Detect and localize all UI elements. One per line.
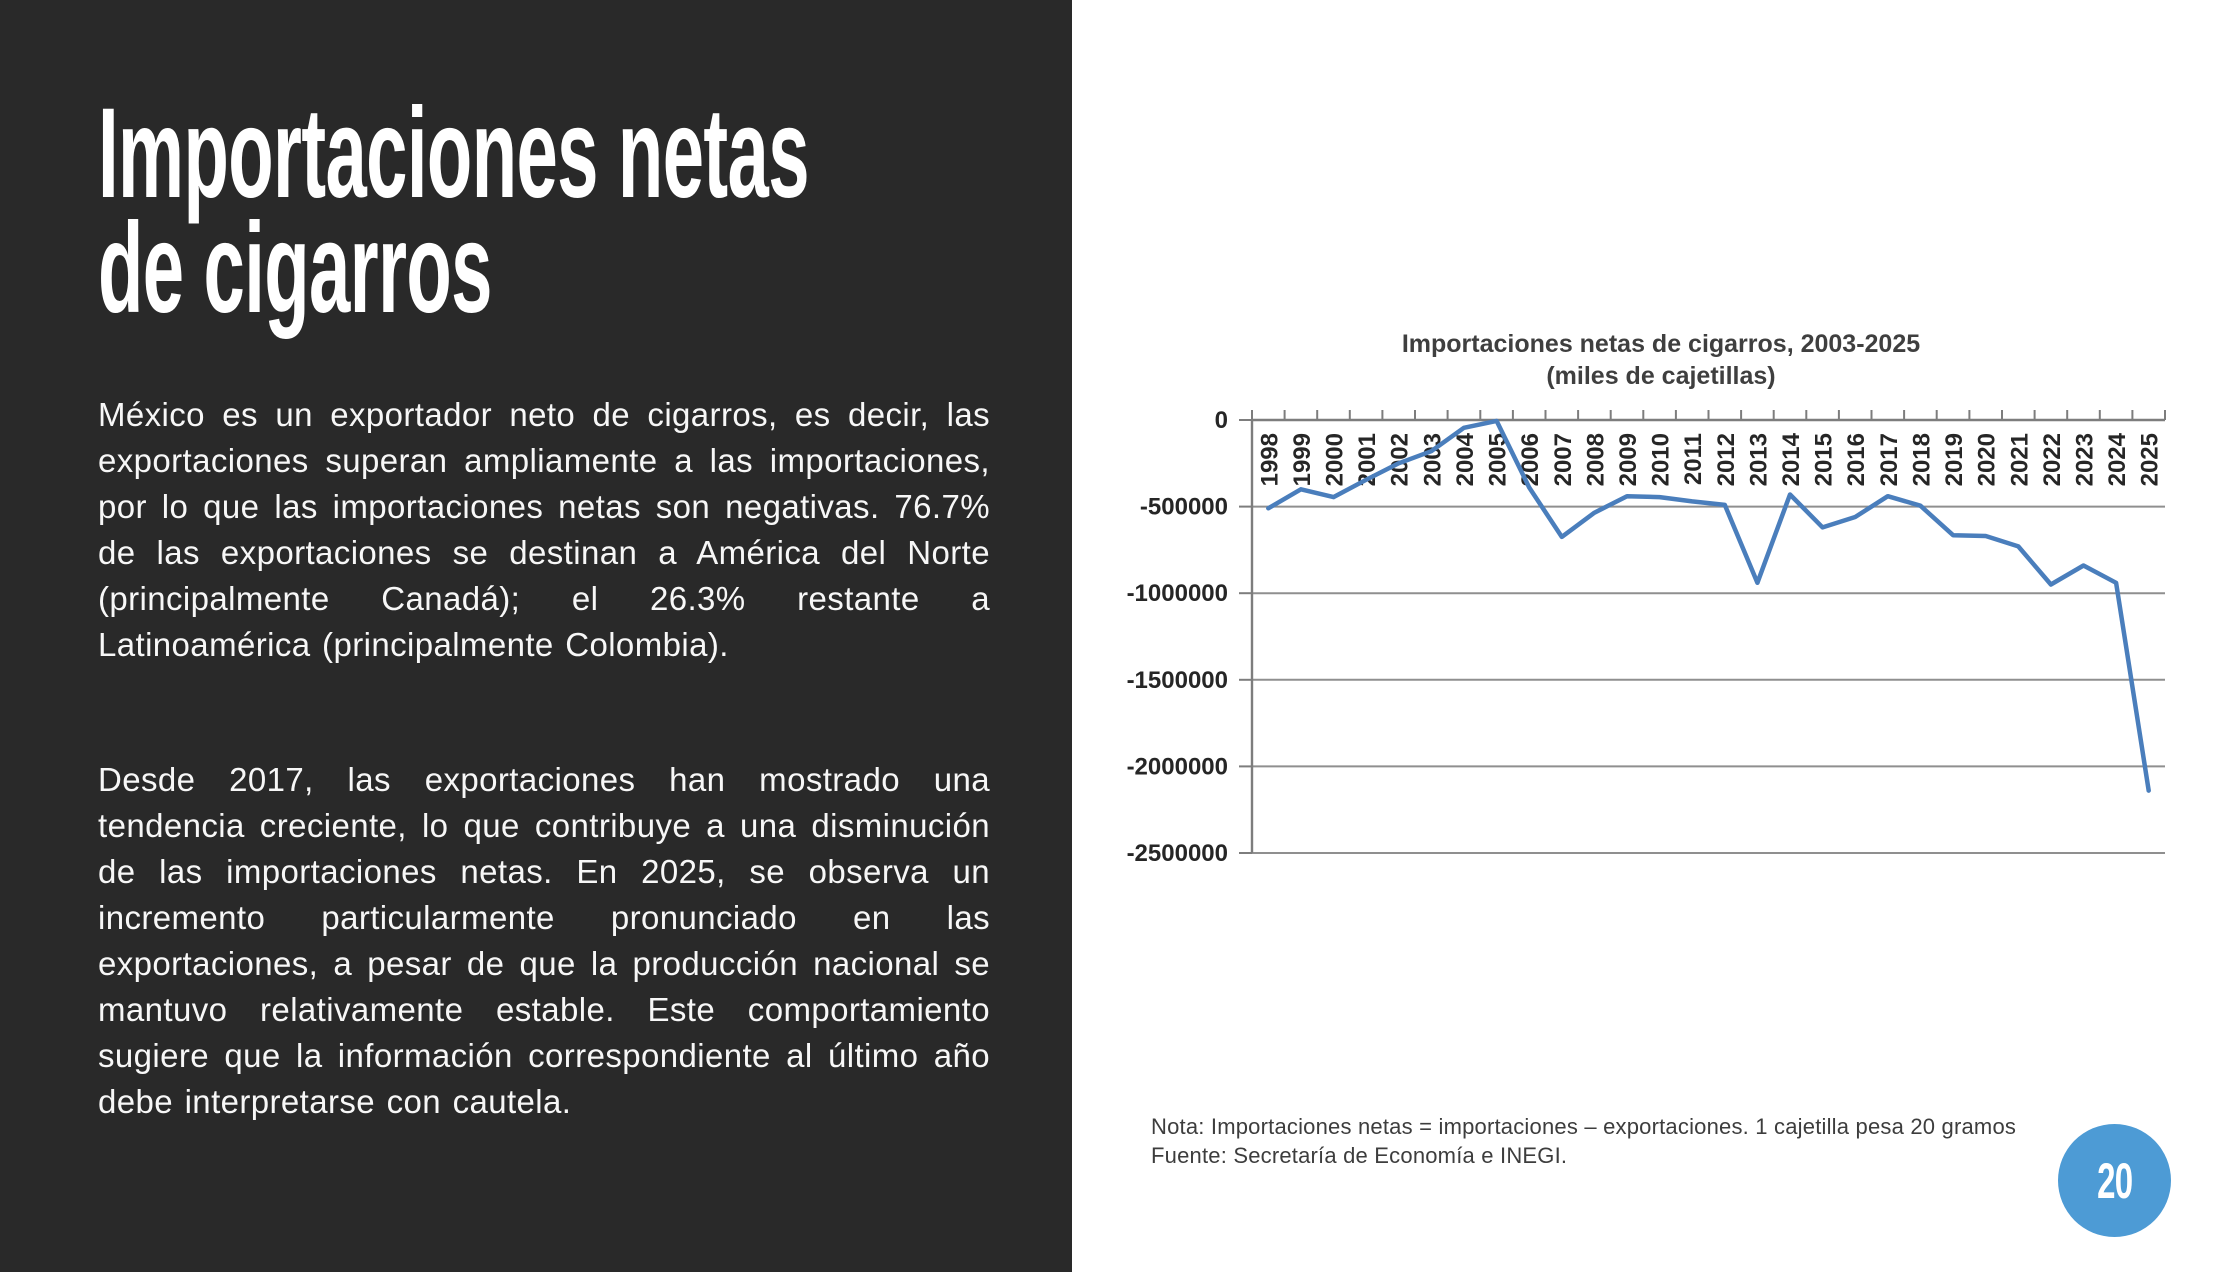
chart-footnote bbox=[1151, 1112, 2016, 1170]
y-axis-tick-label: -500000 bbox=[1139, 493, 1228, 521]
x-axis-tick-label: 2002 bbox=[1386, 433, 1414, 487]
x-axis-tick-label: 2020 bbox=[1973, 433, 2001, 487]
x-axis-tick-label: 2008 bbox=[1582, 433, 1610, 487]
x-axis-tick-label: 1998 bbox=[1256, 433, 1284, 487]
x-axis-tick-label: 1999 bbox=[1288, 433, 1316, 487]
x-axis-tick-label: 2021 bbox=[2006, 433, 2034, 487]
x-axis-tick-label: 2005 bbox=[1484, 433, 1512, 487]
x-axis-tick-label: 2003 bbox=[1419, 433, 1447, 487]
x-axis-tick-label: 2011 bbox=[1680, 433, 1708, 486]
x-axis-tick-label: 2017 bbox=[1875, 433, 1903, 487]
x-axis-tick-label: 2001 bbox=[1354, 433, 1382, 487]
page-title-line2: de cigarros bbox=[98, 197, 492, 341]
x-axis-tick-label: 2023 bbox=[2071, 433, 2099, 487]
body-paragraph-1: México es un exportador neto de cigarros, es decir, las exportaciones superan ampliamente a las importaciones, por lo que las importaciones netas son negativas. 76.7% de las exportaciones se destinan a América del Norte (principalmente Canadá); el 26.3% restante a Latinoamérica (principalmente Colombia). bbox=[98, 396, 990, 663]
chart-region bbox=[1072, 0, 2240, 1272]
left-text-panel bbox=[0, 0, 1072, 1272]
x-axis-tick-label: 2018 bbox=[1908, 433, 1936, 487]
y-axis-tick-label: -1500000 bbox=[1126, 666, 1228, 694]
footnote-source-line: Fuente: Secretaría de Economía e INEGI. bbox=[1151, 1143, 1568, 1168]
chart-subtitle: (miles de cajetillas) bbox=[1546, 362, 1776, 390]
y-axis-tick-label: -2500000 bbox=[1126, 840, 1228, 867]
body-paragraph-2: Desde 2017, las exportaciones han mostrado una tendencia creciente, lo que contribuye a una disminución de las importaciones netas. En 2025, se observa un incremento particularmente pronunciado en las exportaciones, a pesar de que la producción nacional se mantuvo relativamente estable. Este comportamiento sugiere que la información correspondiente al último año debe interpretarse con cautela. bbox=[98, 761, 990, 1120]
x-axis-tick-label: 2013 bbox=[1745, 433, 1773, 487]
y-axis-tick-label: 0 bbox=[1214, 407, 1228, 434]
x-axis-tick-label: 2007 bbox=[1549, 433, 1577, 487]
x-axis-tick-label: 2025 bbox=[2136, 433, 2164, 487]
x-axis-tick-label: 2015 bbox=[1810, 433, 1838, 487]
x-axis-tick-label: 2004 bbox=[1451, 433, 1479, 487]
x-axis-tick-label: 2009 bbox=[1615, 433, 1642, 487]
page-number-badge bbox=[2058, 1124, 2171, 1237]
x-axis-tick-label: 2000 bbox=[1321, 433, 1349, 487]
x-axis-tick-label: 2019 bbox=[1941, 433, 1969, 487]
y-axis-tick-label: -2000000 bbox=[1126, 753, 1228, 781]
x-axis-tick-label: 2014 bbox=[1778, 433, 1805, 487]
page-title-line1: Importaciones netas bbox=[98, 82, 809, 225]
x-axis-tick-label: 2006 bbox=[1517, 433, 1545, 487]
x-axis-tick-label: 2024 bbox=[2104, 433, 2132, 487]
x-axis-tick-label: 2016 bbox=[1843, 433, 1871, 487]
x-axis-tick-label: 2010 bbox=[1647, 433, 1675, 487]
chart-canvas bbox=[1072, 0, 2240, 1272]
footnote-note-line: Nota: Importaciones netas = importaciones – exportaciones. 1 cajetilla pesa 20 gramos bbox=[1151, 1114, 2017, 1139]
x-axis-tick-label: 2012 bbox=[1712, 433, 1740, 487]
chart-title: Importaciones netas de cigarros, 2003-2025 bbox=[1401, 330, 1921, 358]
x-axis-tick-label: 2022 bbox=[2038, 433, 2066, 487]
page-number: 20 bbox=[2096, 1152, 2133, 1209]
y-axis-tick-label: -1000000 bbox=[1126, 580, 1228, 608]
